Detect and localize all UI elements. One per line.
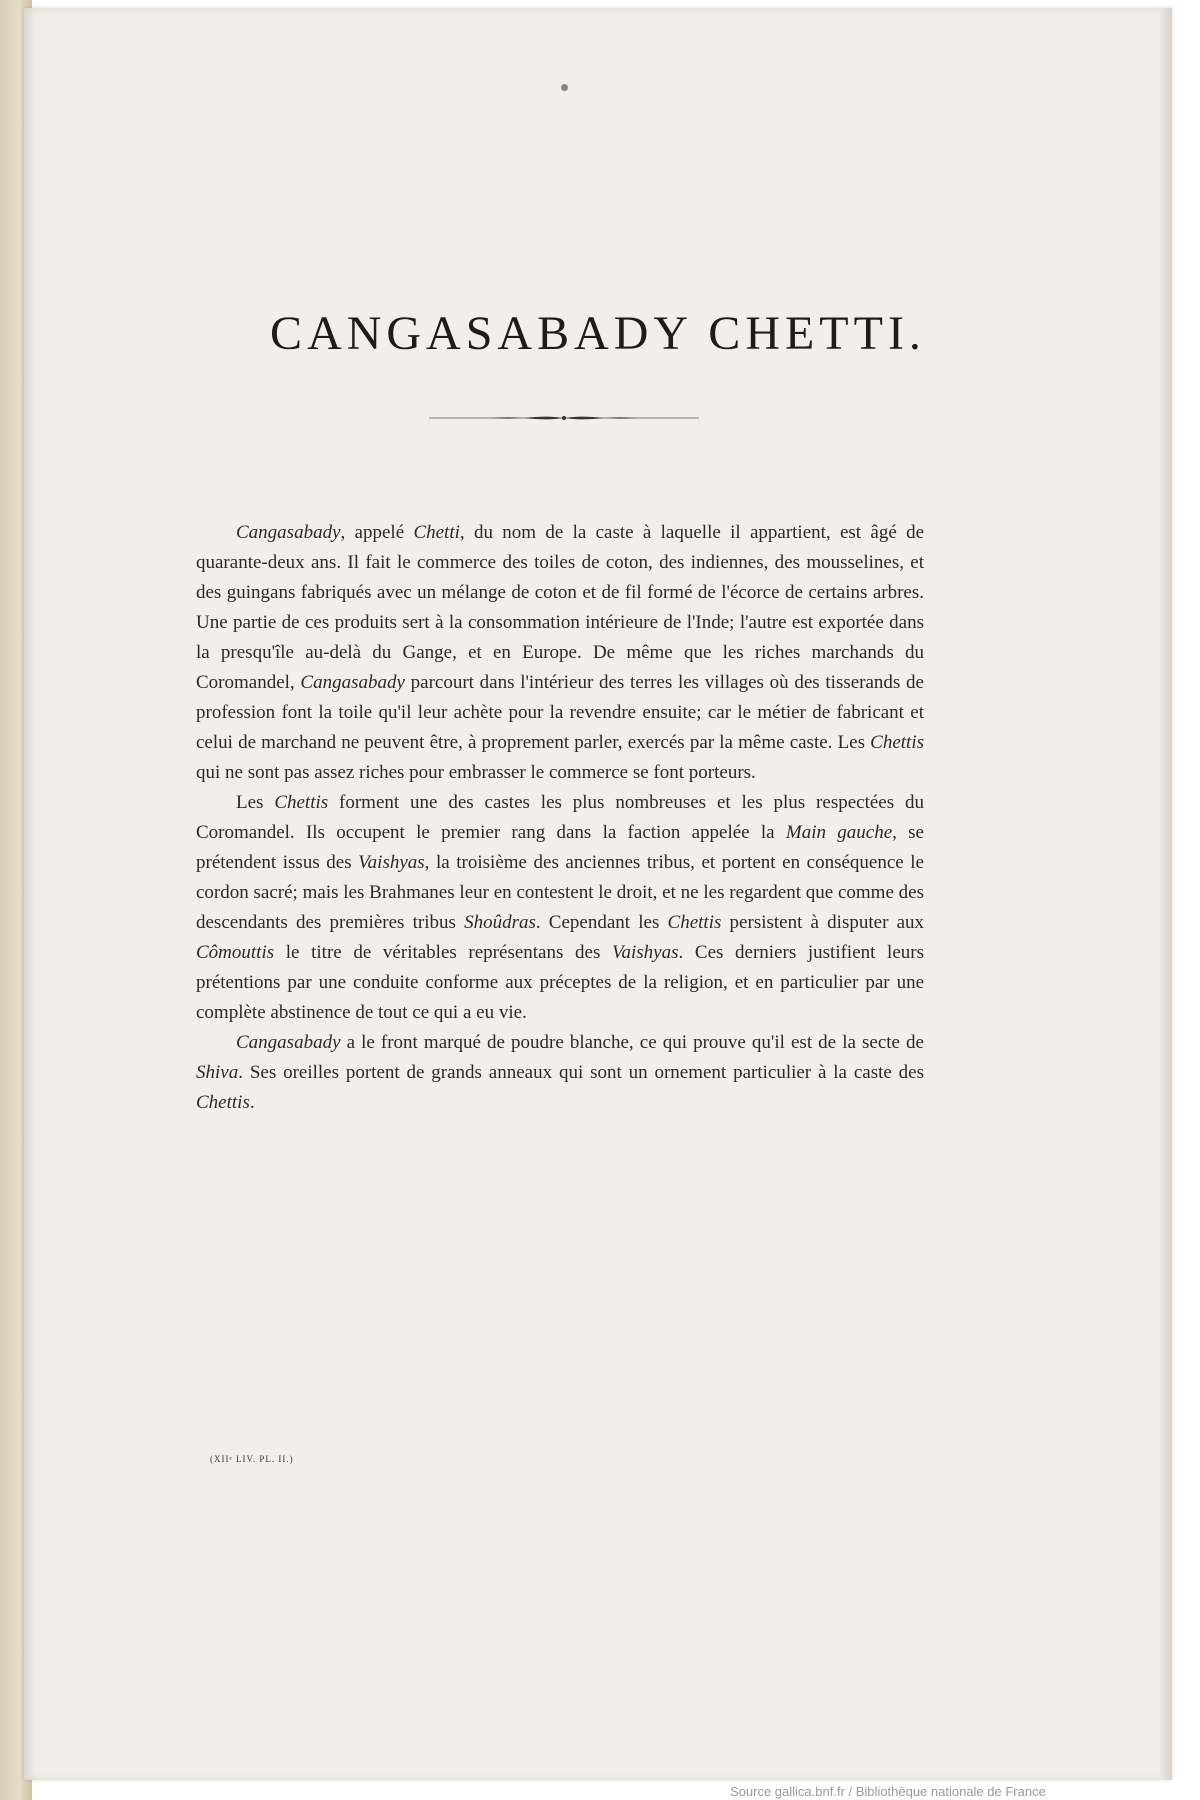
text-run: , appelé [340, 522, 414, 543]
italic-run: Shiva [196, 1062, 239, 1083]
text-run: , la troisième des anciennes tribus, et portent en conséquence le cordon sacré; mais les Brahmanes leur en contestent le droit, et ne les regardent que comme des descendants des premières tribus [196, 852, 924, 933]
italic-run: Chettis [274, 792, 329, 813]
italic-run: Cômouttis [196, 942, 275, 963]
italic-run: Cangasabady [236, 522, 341, 543]
paragraph [196, 788, 924, 1028]
text-run: . Ses oreilles portent de grands anneaux qui sont un ornement particulier à la caste des [238, 1062, 924, 1083]
text-run: . Ces derniers justifient leurs prétentions par une conduite conforme aux préceptes de la religion, et en particulier par une complète abstinence de tout ce qui a eu vie. [196, 942, 924, 1023]
italic-run: Main gauche [785, 822, 893, 843]
italic-run: Cangasabady [300, 672, 405, 693]
text-run: . [249, 1092, 255, 1113]
text-run: a le front marqué de poudre blanche, ce qui prouve qu'il est de la secte de [340, 1032, 924, 1053]
text-run: Les [236, 792, 275, 813]
text-run: forment une des castes les plus nombreuses et les plus respectées du Coromandel. Ils occupent le premier rang dans la faction appelée la [196, 792, 924, 843]
paper-speck [561, 84, 568, 91]
plate-reference: (XIIᵉ LIV. PL. II.) [210, 1454, 294, 1464]
book-page [24, 8, 1172, 1780]
body-text [196, 518, 924, 1118]
italic-run: Vaishyas [358, 852, 425, 873]
italic-run: Cangasabady [236, 1032, 341, 1053]
text-run: persistent à disputer aux [721, 912, 925, 933]
italic-run: Chettis [667, 912, 722, 933]
italic-run: Shoûdras [464, 912, 536, 933]
paragraph [196, 1028, 924, 1118]
text-run: , se prétendent issus des [196, 822, 924, 873]
text-run: , du nom de la caste à laquelle il appartient, est âgé de quarante-deux ans. Il fait le commerce des toiles de coton, des indiennes, des mousselines, et des guingans fabriqués avec un mélange de coton et de fil formé de l'écorce de certains arbres. Une partie de ces produits sert à la consommation intérieure de l'Inde; l'autre est exportée dans la presqu'île au-delà du Gange, et en Europe. De même que les riches marchands du Coromandel, [196, 522, 925, 693]
page-title: CANGASABADY CHETTI. [270, 307, 926, 360]
italic-run: Vaishyas [612, 942, 679, 963]
paragraph [196, 518, 924, 788]
text-run: le titre de véritables représentans des [274, 942, 612, 963]
right-page-edge [1160, 8, 1172, 1780]
italic-run: Chettis [196, 1092, 250, 1113]
text-run: qui ne sont pas assez riches pour embrasser le commerce se font porteurs. [196, 762, 756, 783]
text-run: parcourt dans l'intérieur des terres les villages où des tisserands de profession font la toile qu'il leur achète pour la revendre ensuite; car le métier de fabricant et celui de marchand ne peuvent être, à proprement parler, exercés par la même caste. Les [196, 672, 924, 753]
italic-run: Chetti [413, 522, 460, 543]
title-ornament [429, 412, 699, 424]
source-caption: Source gallica.bnf.fr / Bibliothèque nationale de France [730, 1784, 1046, 1799]
italic-run: Chettis [870, 732, 924, 753]
text-run: . Cependant les [535, 912, 668, 933]
